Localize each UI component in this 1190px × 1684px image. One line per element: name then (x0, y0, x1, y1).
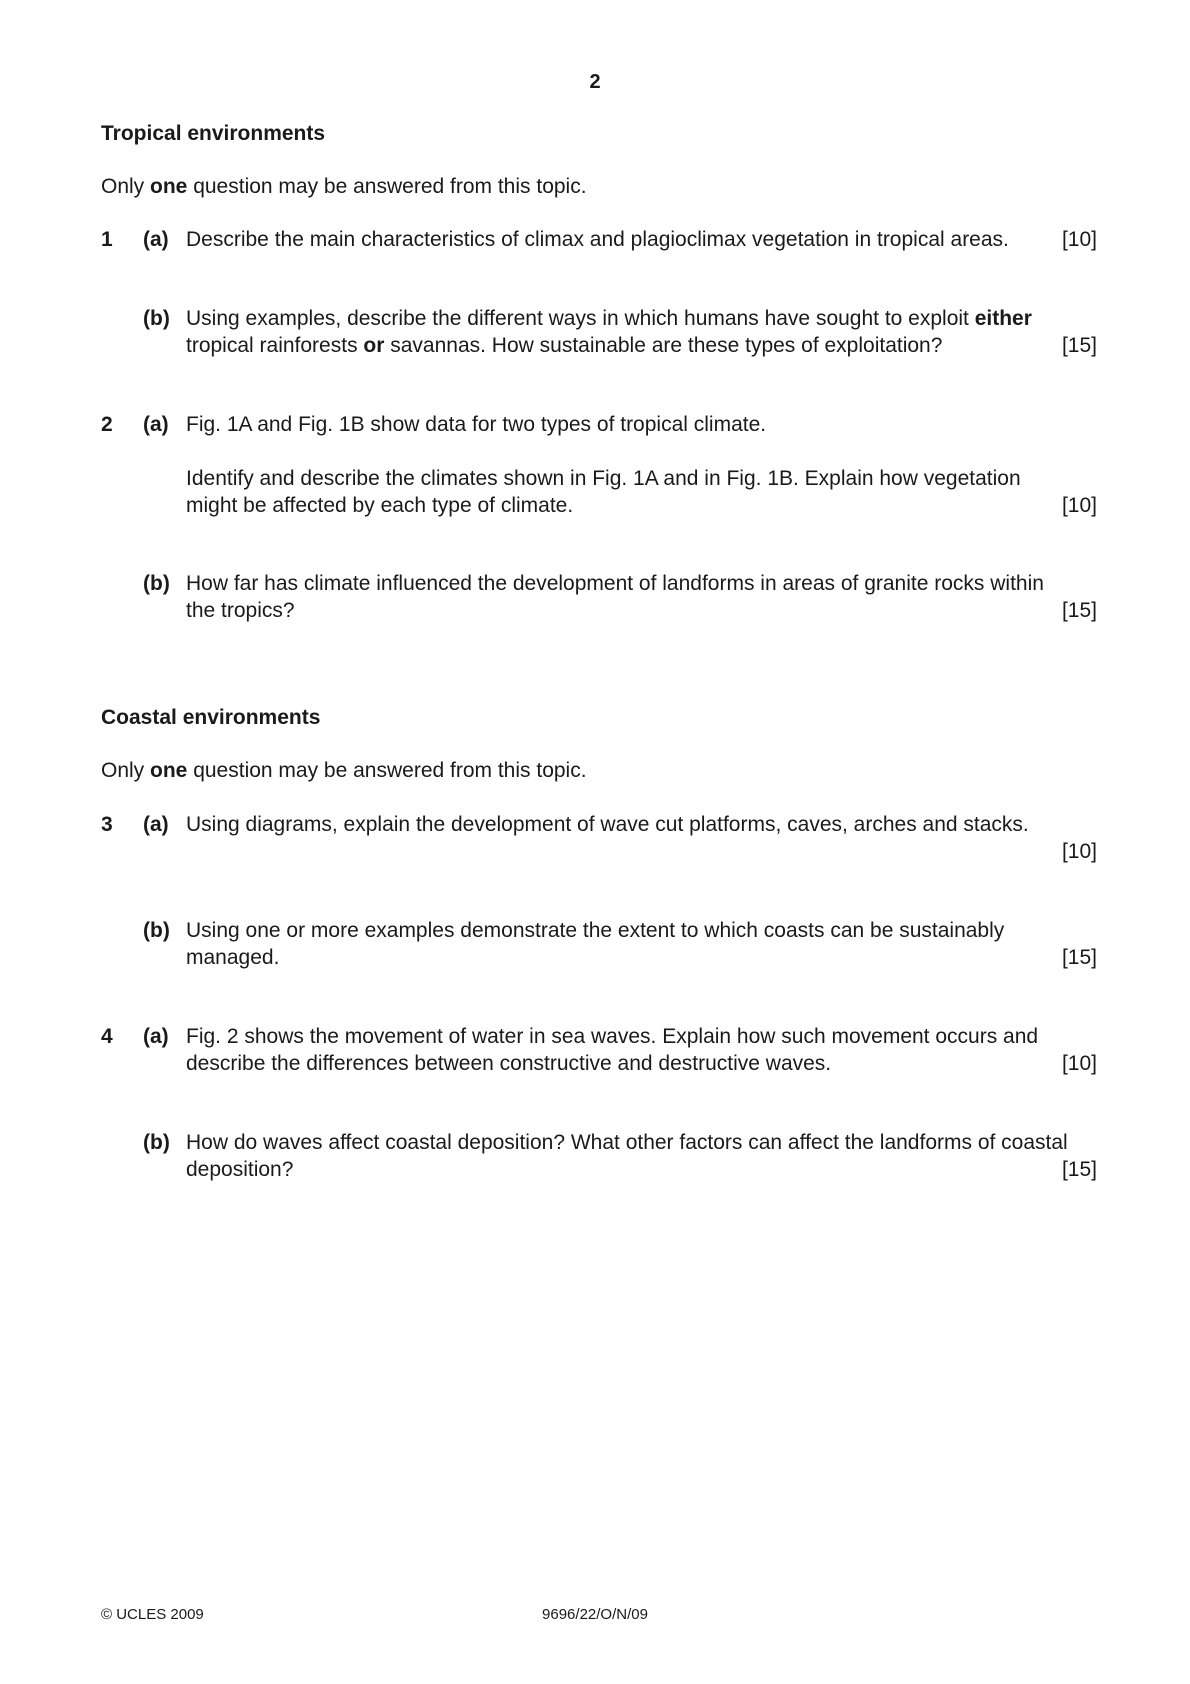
question-2a-text: Fig. 1A and Fig. 1B show data for two types of tropical climate. Identify and describe the climates shown in Fig. 1A and in Fig. 1B. Explain how vegetation might be affected by each type of climate. [10] (186, 413, 1097, 517)
question-2b-text: How far has climate influenced the development of landforms in areas of granite rocks within the tropics? [15] (186, 572, 1097, 622)
part-label-1a: (a) (143, 228, 169, 251)
page-number: 2 (589, 71, 601, 93)
question-4a-text: Fig. 2 shows the movement of water in sea waves. Explain how such movement occurs and describe the differences between constructive and destructive waves. [10] (186, 1025, 1097, 1075)
question-1a-text: Describe the main characteristics of climax and plagioclimax vegetation in tropical areas. [10] (186, 228, 1097, 251)
marks-3a: [10] (1061, 840, 1097, 863)
section-heading-tropical: Tropical environments (101, 122, 326, 145)
part-label-3a: (a) (143, 813, 169, 836)
marks-4a: [10] (1061, 1052, 1097, 1075)
question-number-3: 3 (101, 813, 113, 836)
marks-2a: [10] (1061, 494, 1097, 517)
question-1b-text: Using examples, describe the different ways in which humans have sought to exploit either tropical rainforests or savannas. How sustainable are these types of exploitation? [15] (186, 307, 1097, 357)
question-number-2: 2 (101, 413, 113, 436)
question-3b-text: Using one or more examples demonstrate the extent to which coasts can be sustainably managed. [15] (186, 919, 1097, 969)
section-instruction-tropical: Only one question may be answered from this topic. (101, 175, 587, 198)
part-label-2a: (a) (143, 413, 169, 436)
part-label-1b: (b) (143, 307, 170, 330)
marks-2b: [15] (1061, 599, 1097, 622)
footer-paper-code: 9696/22/O/N/09 (542, 1606, 648, 1623)
question-3a-text: Using diagrams, explain the development of wave cut platforms, caves, arches and stacks. [10] (186, 813, 1097, 863)
marks-3b: [15] (1061, 946, 1097, 969)
footer-copyright: © UCLES 2009 (101, 1606, 204, 1623)
marks-1a: [10] (1061, 228, 1097, 251)
marks-4b: [15] (1061, 1158, 1097, 1181)
section-instruction-coastal: Only one question may be answered from this topic. (101, 759, 587, 782)
part-label-4a: (a) (143, 1025, 169, 1048)
section-heading-coastal: Coastal environments (101, 706, 321, 729)
marks-1b: [15] (1061, 334, 1097, 357)
part-label-2b: (b) (143, 572, 170, 595)
part-label-3b: (b) (143, 919, 170, 942)
part-label-4b: (b) (143, 1131, 170, 1154)
question-4b-text: How do waves affect coastal deposition? What other factors can affect the landforms of coastal deposition? [15] (186, 1131, 1097, 1181)
question-number-1: 1 (101, 228, 113, 251)
question-number-4: 4 (101, 1025, 113, 1048)
